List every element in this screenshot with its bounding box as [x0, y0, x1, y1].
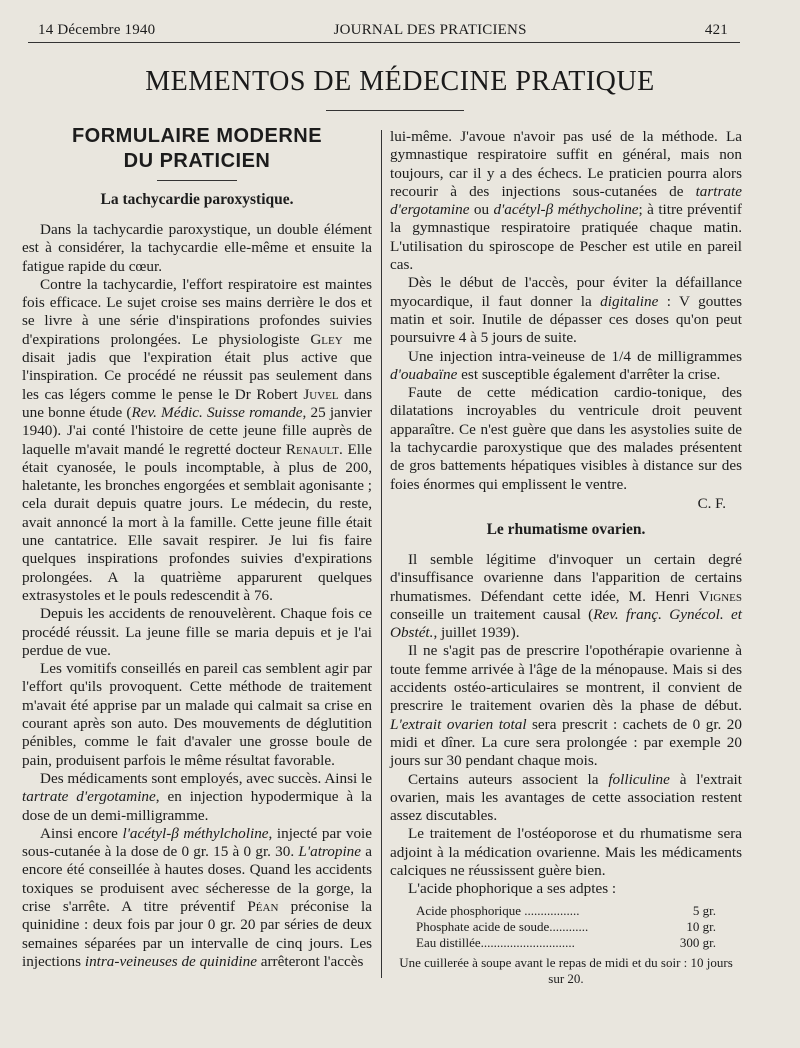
- issue-date: 14 Décembre 1940: [38, 22, 156, 38]
- drug-name: folliculine: [608, 770, 670, 788]
- author-name: Renault: [285, 440, 339, 458]
- recipe-note: Une cuillerée à soupe avant le repas de midi et du soir : 10 jours sur 20.: [399, 954, 733, 986]
- journal-reference: Rev. franç. Gynécol. et Obstét.: [390, 605, 742, 642]
- drug-name: L'atropine: [298, 843, 362, 861]
- author-name: Péan: [247, 897, 279, 915]
- paragraph: Il semble légitime d'invoquer un certain degré d'insuffisance ovarienne dans l'apparition de certains rhumatismes. Défendant cette idée, M. Henri Vignes conseille un traitement causal (Rev. franç. Gynécol. et Obstét., juillet 1939).: [390, 550, 742, 642]
- drug-name: l'acétyl-β méthylcholine: [122, 824, 269, 842]
- drug-name: d'acétyl-β méthycholine: [493, 201, 639, 219]
- drug-name: d'ouabaïne: [390, 365, 458, 383]
- paragraph: Faute de cette médication cardio-tonique, des dilatations incroyables du ventricule droit peuvent apparaître. Ce n'est guère que dans les asystolies suite de la tachycardie paroxystique que des malades présentent de gros battements hépatiques visibles à distance sur des foies énormes qui emplissent le ventre.: [390, 384, 742, 493]
- drug-name: intra-veineuses de quinidine: [84, 952, 257, 970]
- recipe-ingredient: Eau distillée.............................: [416, 934, 575, 950]
- paragraph: Depuis les accidents de renouvelèrent. Chaque fois ce procédé réussit. La jeune fille se maria depuis et je l'ai perdue de vue.: [22, 605, 372, 659]
- header-rule: [28, 42, 740, 43]
- formulaire-title-line1: FORMULAIRE MODERNE: [71, 125, 323, 147]
- recipe-amount: 10 gr.: [686, 918, 716, 934]
- article-title-rhumatisme: Le rhumatisme ovarien.: [486, 520, 646, 538]
- recipe-row: [416, 903, 716, 919]
- recipe-amount: 300 gr.: [679, 934, 716, 950]
- paragraph: Le traitement de l'ostéoporose et du rhumatisme sera adjoint à la médication ovarienne. Mais les médicaments calciques ne réussissent guère bien.: [390, 825, 742, 879]
- recipe-row: [416, 935, 716, 951]
- paragraph: L'acide phophorique a ses adptes :: [408, 880, 617, 898]
- recipe-table: [416, 903, 716, 951]
- paragraph: Contre la tachycardie, l'effort respiratoire est maintes fois efficace. Le sujet croise ses mains derrière le dos et se livre à une série d'inspirations profondes suivies d'expirations prolongées. Le physiologiste Gley me disait jadis que l'expiration était plus active que l'inspiration. Ce procédé ne réussit pas seulement dans les cas légers comme le pense le Dr Robert Juvel dans une bonne étude (Rev. Médic. Suisse romande, 25 janvier 1940). J'ai conté l'histoire de cette jeune fille auprès de laquelle m'avait mandé le regretté docteur Renault. Elle était cyanosée, le pouls incomptable, à plus de 200, haletante, les bronches engorgées et semblait agonisante ; cela durait depuis quatre jours. Le médecin, du reste, avait annoncé la mort à la famille. Cette jeune fille était une cantatrice. Elle savait respirer. Je lui fis faire quelques inspirations profondes suivies d'expirations prolongées. A la quatrième apparurent quelques extrasystoles et le pouls redescendit à 76.: [22, 275, 372, 604]
- recipe-ingredient: Acide phosphorique .................: [416, 902, 580, 918]
- recipe-amount: 5 gr.: [692, 902, 716, 918]
- author-name: Vignes: [698, 587, 742, 605]
- section-title: MEMENTOS DE MÉDECINE PRATIQUE: [145, 66, 655, 97]
- paragraph: Dans la tachycardie paroxystique, un double élément est à considérer, la tachycardie elle-même et ensuite la fatigue rapide du cœur.: [22, 221, 372, 275]
- formulaire-title: [22, 124, 372, 174]
- drug-name: L'extrait ovarien total: [390, 715, 527, 733]
- author-signature: C. F.: [697, 495, 726, 512]
- paragraph: Il ne s'agit pas de prescrire l'opothérapie ovarienne à toute femme arrivée à l'âge de la ménopause. Mais si des accidents ostéo-articulaires se montrent, il convient de prescrire le traitement ovarien dès la phase de début. L'extrait ovarien total sera prescrit : cachets de 0 gr. 20 midi et dîner. La cure sera prolongée : par exemple 20 jours sur 30 pendant chaque mois.: [390, 642, 742, 770]
- recipe-ingredient: Phosphate acide de soude............: [416, 918, 589, 934]
- author-name: Gley: [310, 330, 343, 348]
- drug-name: tartrate d'ergotamine: [22, 788, 156, 806]
- paragraph: Dès le début de l'accès, pour éviter la défaillance myocardique, il faut donner la digitaline : V gouttes matin et soir. Inutile de dépasser ces doses qu'on peut poursuivre 4 à 5 jours de suite.: [390, 274, 742, 347]
- article-title-tachycardie: La tachycardie paroxystique.: [100, 191, 294, 208]
- title-rule: [326, 110, 464, 111]
- paragraph: Les vomitifs conseillés en pareil cas semblent agir par l'effort qu'ils provoquent. Cette méthode de traitement m'avait été apprise par un malade qui calmait sa crise en courant après son auto. Des mouvements de déglutition pénibles, comme le fait d'avaler une grosse boule de pain, produisent parfois le même résultat favorable.: [22, 660, 372, 769]
- drug-name: tartrate d'ergotamine: [390, 182, 742, 219]
- recipe-row: [416, 919, 716, 935]
- drug-name: digitaline: [600, 292, 659, 310]
- right-column: [390, 128, 742, 987]
- page-number: 421: [704, 22, 728, 38]
- author-name: Juvel: [303, 385, 339, 403]
- paragraph: lui-même. J'avoue n'avoir pas usé de la méthode. La gymnastique respiratoire suffit en général, mais non toujours, car il y a des échecs. Le praticien pourra alors recourir à des injections sous-cutanées de tartrate d'ergotamine ou d'acétyl-β méthycholine; à titre préventif la gymnastique respiratoire pratiquée chaque matin. L'utilisation du spiroscope de Pescher est utile en pareil cas.: [390, 128, 742, 274]
- paragraph: Certains auteurs associent la folliculine à l'extrait ovarien, mais les avantages de cette association restent assez discutables.: [390, 770, 742, 825]
- paragraph: Ainsi encore l'acétyl-β méthylcholine, injecté par voie sous-cutanée à la dose de 0 gr. 15 à 0 gr. 30. L'atropine a encore été conseillée à hautes doses. Quand les accidents toxiques se produisent avec sécheresse de la gorge, la crise s'arrête. A titre préventif Péan préconise la quinidine : deux fois par jour 0 gr. 20 par séries de deux semaines séparées par un intervalle de cinq jours. Les injections intra-veineuses de quinidine arrêteront l'accès: [22, 824, 372, 970]
- running-head: [38, 22, 728, 39]
- formulaire-rule: [157, 180, 237, 181]
- journal-name: JOURNAL DES PRATICIENS: [333, 22, 527, 38]
- left-column: [22, 124, 372, 971]
- paragraph: Une injection intra-veineuse de 1/4 de milligrammes d'ouabaïne est susceptible également d'arrêter la crise.: [390, 347, 742, 383]
- formulaire-title-line2: DU PRATICIEN: [123, 150, 271, 172]
- column-divider: [381, 130, 382, 978]
- journal-reference: Rev. Médic. Suisse romande: [131, 403, 303, 421]
- paragraph: Des médicaments sont employés, avec succès. Ainsi le tartrate d'ergotamine, en injection hypodermique à la dose de un demi-milligramme.: [22, 769, 372, 824]
